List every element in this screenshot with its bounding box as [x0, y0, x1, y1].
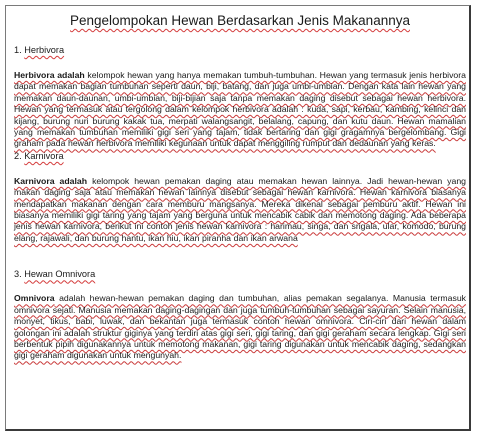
paragraph-lead: Omnivora	[14, 293, 55, 304]
section-heading-text: Herbivora	[24, 45, 65, 55]
paragraph-body: kelompok hewan yang hanya memakan tumbuh-tumbuhan. Hewan yang termasuk jenis herbivora dapat memakan bagian tumbuhan seperti daun, biji, batang, dan juga umbi-umbian. Dengan kata lain hewan yang memakan daun-daunan, umbi-umbian, biji-bijian saja tanpa memakan daging disebut sebagai hewan herbivora. Hewan yang termasuk atau tergolong dalam kelompok herbivora adalah : kuda, sapi, kerbau, kambing, kelinci dan kijang, burung nuri burung kakak tua, merpati walangsangit, belalang, capung, dan kutu daun. Hewan mamalian yang memakan tumbuhan memiliki gigi seri yang tajam, tidak bertaring dan gigi gragamnya bergelombang. Gigi graham pada hewan herbivora memiliki kegunaan untuk dapat menggiling rumput dan dedaunan yang keras.	[14, 70, 466, 149]
section-number: 2.	[14, 150, 22, 161]
section-number: 3.	[14, 269, 22, 280]
document-title: Pengelompokan Hewan Berdasarkan Jenis Makanannya	[70, 13, 410, 28]
section-paragraph-karnivora	[14, 176, 466, 244]
section-heading-text: Karnivora	[24, 150, 64, 161]
document-content	[14, 12, 466, 362]
document-page	[5, 5, 471, 431]
section-paragraph-omnivora	[14, 293, 466, 361]
section-heading-omnivora	[14, 268, 466, 280]
section-paragraph-herbivora	[14, 70, 466, 150]
section-heading-herbivora	[14, 44, 466, 56]
paragraph-lead: Karnivora adalah	[14, 175, 88, 186]
paragraph-body: adalah hewan-hewan pemakan daging dan tumbuhan, alias pemakan segalanya. Manusia termasuk omnivora sejati. Manusia memakan daging-dagingan dan juga tumbuh-tumbuhan sebagai sayuran. Selain manusia, monyet, tikus, babi, luwak, dan bekantan juga termasuk contoh hewan omnivora. Ciri-ciri dari hewan dalam golongan ini adalah struktur giginya yang terdiri atas gigi seri, gigi taring, dan gigi geraham secara lengkap. Gigi seri berbentuk pipih digunakannya untuk memotong makanan, gigi taring digunakan untuk mencabik daging, sedangkan gigi geraham digunakan untuk mengunyah.	[14, 293, 466, 361]
paragraph-body: kelompok hewan pemakan daging atau memakan hewan lainnya. Jadi hewan-hewan yang makan daging saja atau memakan hewan lainnya disebut sebagai hewan karnivora. Hewan karnivora biasanya mendapatkan makanan dengan cara memburu mangsanya. Mereka dikenal sebagai pemburu aktif. Hewan ini biasanya memiliki gigi taring yang tajam yang berguna untuk mencabik cabik dan memotong daging. Ada beberapa jenis hewan karnivora, berikut ini contoh jenis hewan karnivora : harimau, singa, dan srigala, ular, komodo, burung elang, rajawali, dan burung hantu, ikan hiu, ikan piranha dan ikan arwana	[14, 175, 466, 243]
section-number: 1.	[14, 45, 22, 55]
section-heading-karnivora	[14, 150, 466, 162]
paragraph-lead: Herbivora adalah	[14, 70, 85, 80]
section-heading-text: Hewan Omnivora	[24, 269, 96, 280]
